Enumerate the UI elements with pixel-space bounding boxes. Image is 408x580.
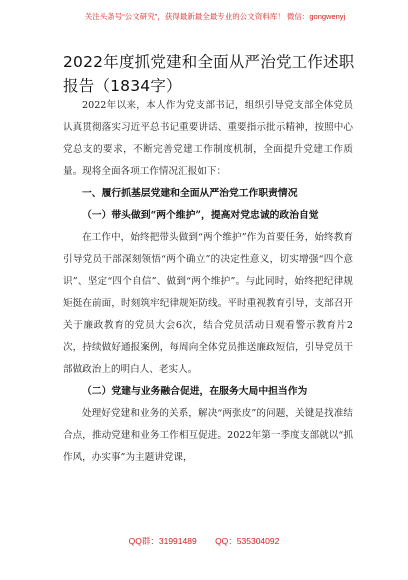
qq-number: QQ：535304092 [215, 536, 280, 546]
title-line-1: 2022年度抓党建和全面从严治党工作述职 [63, 53, 355, 71]
section-heading: 一、履行抓基层党建和全面从严治党工作职责情况 [82, 188, 298, 199]
intro-paragraph: 2022年以来，本人作为党支部书记，组织引导党支部全体党员认真贯彻落实习近平总书记重要讲话、重要指示批示精神，按照中心党总支的要求，不断完善党建工作制度机制，全面提升党建工作质量。现将全面各项工作情况汇报如下： [63, 100, 353, 177]
document-body [63, 95, 353, 469]
document-title [63, 50, 363, 98]
promo-banner: 关注头条号“公文研究”，获得最新最全最专业的公文资料库！ 微信：gongwenyj [84, 12, 346, 21]
subsection-1-paragraph: 在工作中，始终把带头做到“两个维护”作为首要任务，始终教育引导党员干部深刻领悟“两个确立”的决定性意义，切实增强“四个意识”、坚定“四个自信”、做到“两个维护”。与此同时，始终把纪律规矩挺在前面，时刻筑牢纪律规矩防线。平时重视教育引导，支部召开关于廉政教育的党员大会6次，结合党员活动日观看警示教育片2次，持续做好通报案例，每周向全体党员推送廉政短信，引导党员干部做政治上的明白人、老实人。 [63, 232, 353, 375]
qq-group-number: QQ群：31991489 [128, 536, 197, 546]
title-line-2: 报告（1834字） [63, 77, 182, 95]
contact-footer [0, 535, 408, 547]
subsection-heading-1: （一）带头做到“两个维护”，提高对党忠诚的政治自觉 [82, 210, 319, 221]
subsection-heading-2: （二）党建与业务融合促进，在服务大局中担当作为 [82, 386, 308, 397]
subsection-2-paragraph: 处理好党建和业务的关系，解决“两张皮”的问题，关键是找准结合点，推动党建和业务工作相互促进。2022年第一季度支部就以“抓作风，办实事”为主题讲党课， [63, 408, 353, 463]
